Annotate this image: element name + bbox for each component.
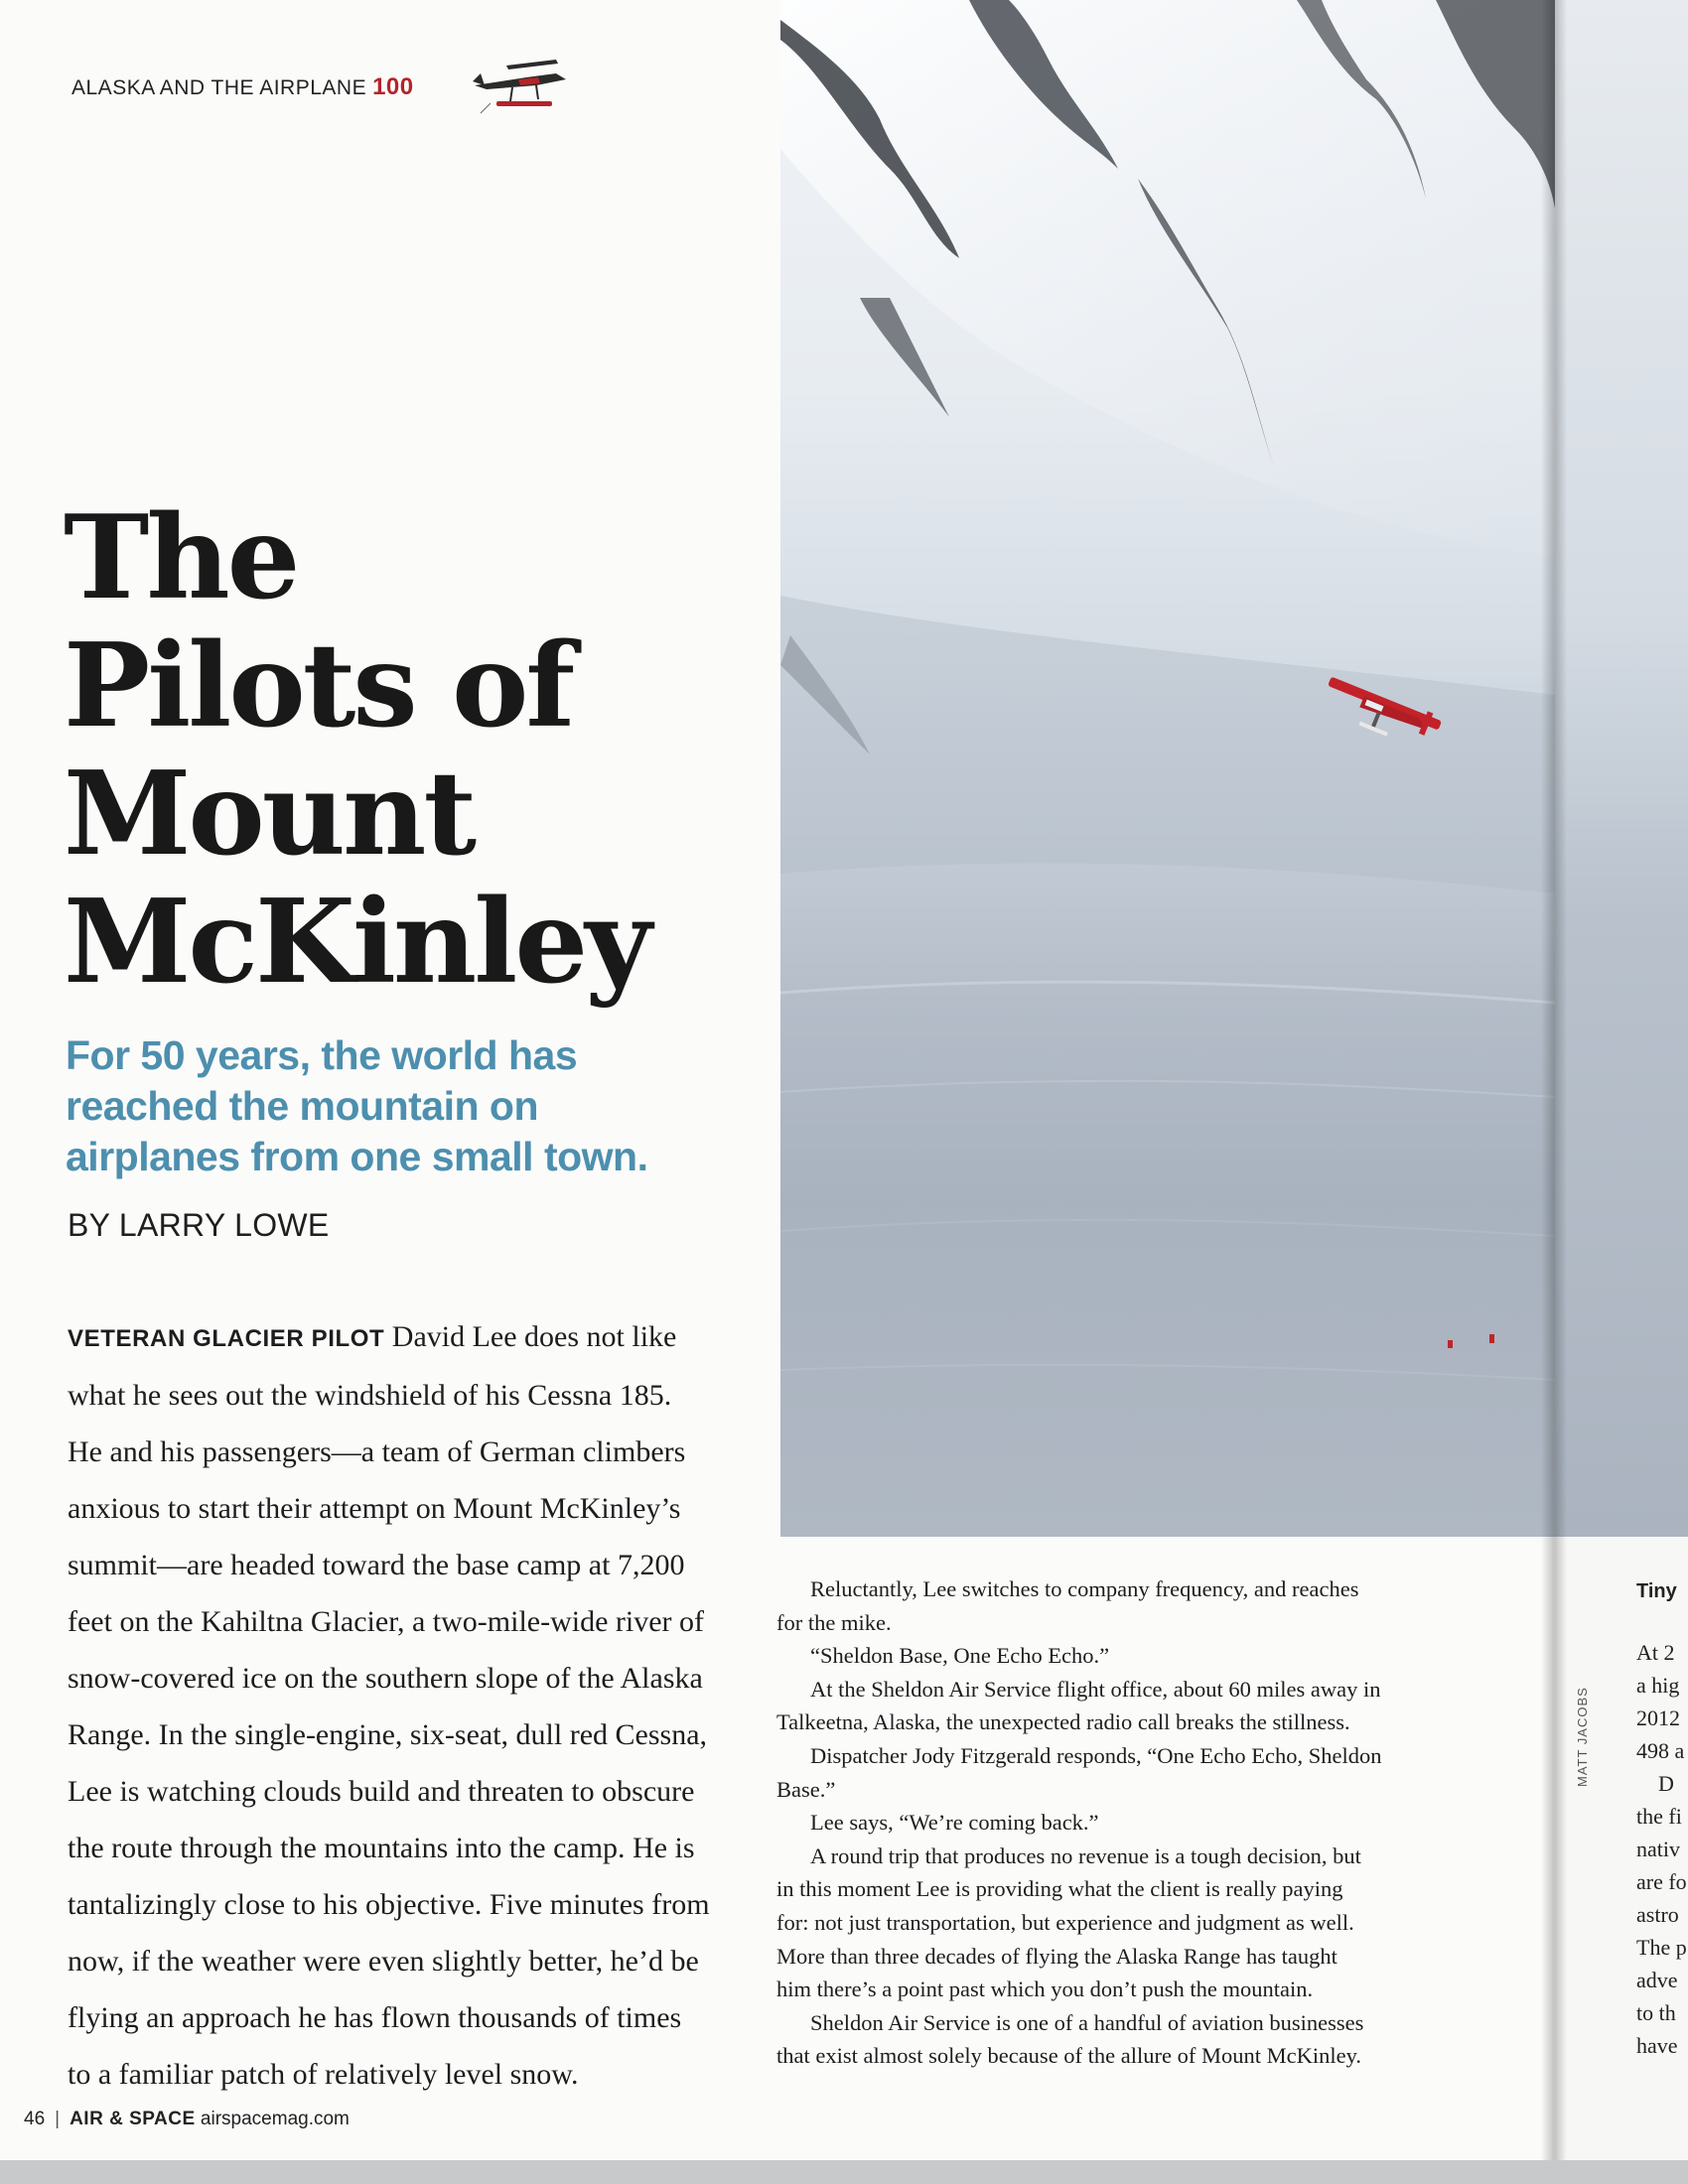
floatplane-icon xyxy=(467,56,576,115)
body-line: A round trip that produces no revenue is a tough decision, but xyxy=(810,1843,1361,1868)
body-line: the route through the mountains into the camp. He is xyxy=(68,1832,695,1864)
article-title xyxy=(64,490,778,1010)
body-line: Range. In the single-engine, six-seat, dull red Cessna, xyxy=(68,1718,708,1751)
body-column-1 xyxy=(68,1308,763,2103)
title-line: Pilots of xyxy=(64,618,573,753)
body-line: Dispatcher Jody Fitzgerald responds, “One Echo Echo, Sheldon xyxy=(810,1742,1382,1768)
body-line: Talkeetna, Alaska, the unexpected radio call breaks the stillness. xyxy=(776,1709,1350,1735)
facing-line: 498 a xyxy=(1636,1738,1685,1763)
body-line: now, if the weather were even slightly better, he’d be xyxy=(68,1945,699,1978)
facing-line: have xyxy=(1636,2033,1678,2058)
body-line: feet on the Kahiltna Glacier, a two-mile-wide river of xyxy=(68,1605,705,1638)
facing-page-heading: Tiny xyxy=(1636,1580,1677,1602)
body-line: Base.” xyxy=(776,1776,836,1802)
title-line: Mount xyxy=(64,747,475,882)
body-line: for: not just transportation, but experience and judgment as well. xyxy=(776,1909,1354,1935)
body-line: anxious to start their attempt on Mount McKinley’s xyxy=(68,1492,681,1525)
series-number: 100 xyxy=(372,73,414,100)
body-line: in this moment Lee is providing what the client is really paying xyxy=(776,1876,1343,1902)
facing-line: are fo xyxy=(1636,1869,1687,1894)
facing-line: At 2 xyxy=(1636,1640,1675,1665)
first-line-rest: David Lee does not like xyxy=(384,1320,677,1353)
mountain-landscape xyxy=(780,0,1555,1537)
magazine-url: airspacemag.com xyxy=(200,2109,350,2129)
body-line: Reluctantly, Lee switches to company frequency, and reaches xyxy=(810,1576,1359,1601)
series-title: ALASKA AND THE AIRPLANE xyxy=(71,76,367,99)
deck-line: airplanes from one small town. xyxy=(66,1134,648,1179)
facing-line: to th xyxy=(1636,2000,1676,2025)
facing-line: The p xyxy=(1636,1935,1687,1960)
facing-line: adve xyxy=(1636,1968,1678,1992)
series-header xyxy=(71,73,414,101)
body-line: Lee is watching clouds build and threaten to obscure xyxy=(68,1775,695,1808)
body-line xyxy=(68,1308,763,1367)
facing-page-photo xyxy=(1555,0,1688,1537)
facing-page-text xyxy=(1636,1636,1688,2062)
body-line: “Sheldon Base, One Echo Echo.” xyxy=(810,1643,1110,1669)
body-line: Lee says, “We’re coming back.” xyxy=(810,1810,1099,1836)
facing-line: 2012 xyxy=(1636,1706,1680,1730)
body-line: for the mike. xyxy=(776,1609,892,1635)
facing-line: astro xyxy=(1636,1902,1679,1927)
facing-line: a hig xyxy=(1636,1673,1680,1698)
deck-line: reached the mountain on xyxy=(66,1083,538,1129)
facing-line: nativ xyxy=(1636,1837,1680,1861)
body-line: to a familiar patch of relatively level snow. xyxy=(68,2058,579,2091)
lead-in: VETERAN GLACIER PILOT xyxy=(68,1325,385,1352)
article-deck xyxy=(66,1030,761,1182)
body-line: More than three decades of flying the Alaska Range has taught xyxy=(776,1943,1337,1969)
title-line: McKinley xyxy=(64,875,649,1010)
body-line: snow-covered ice on the southern slope of the Alaska xyxy=(68,1662,703,1695)
spine-shadow xyxy=(1541,0,1567,2184)
body-line: He and his passengers—a team of German climbers xyxy=(68,1435,686,1468)
magazine-name: AIR & SPACE xyxy=(70,2109,196,2129)
body-line: flying an approach he has flown thousands of times xyxy=(68,2001,682,2034)
photo-credit: MATT JACOBS xyxy=(1575,1687,1590,1787)
body-line: Sheldon Air Service is one of a handful of aviation businesses xyxy=(810,2009,1364,2035)
body-line: tantalizingly close to his objective. Five minutes from xyxy=(68,1888,710,1921)
folio xyxy=(24,2109,350,2130)
page-number: 46 xyxy=(24,2109,46,2129)
body-line: summit—are headed toward the base camp at 7,200 xyxy=(68,1549,685,1581)
scan-edge xyxy=(0,2160,1688,2184)
deck-line: For 50 years, the world has xyxy=(66,1032,578,1078)
title-line: The xyxy=(64,490,298,625)
byline: BY LARRY LOWE xyxy=(68,1207,330,1243)
body-line: At the Sheldon Air Service flight office, about 60 miles away in xyxy=(810,1676,1381,1702)
body-line: what he sees out the windshield of his Cessna 185. xyxy=(68,1379,672,1412)
body-line: him there’s a point past which you don’t push the mountain. xyxy=(776,1977,1314,2002)
body-line: that exist almost solely because of the allure of Mount McKinley. xyxy=(776,2043,1362,2069)
glacier-photo xyxy=(780,0,1555,1537)
folio-separator: | xyxy=(55,2109,61,2129)
facing-line: D xyxy=(1658,1771,1674,1796)
body-column-2 xyxy=(776,1572,1462,2073)
facing-line: the fi xyxy=(1636,1804,1682,1829)
